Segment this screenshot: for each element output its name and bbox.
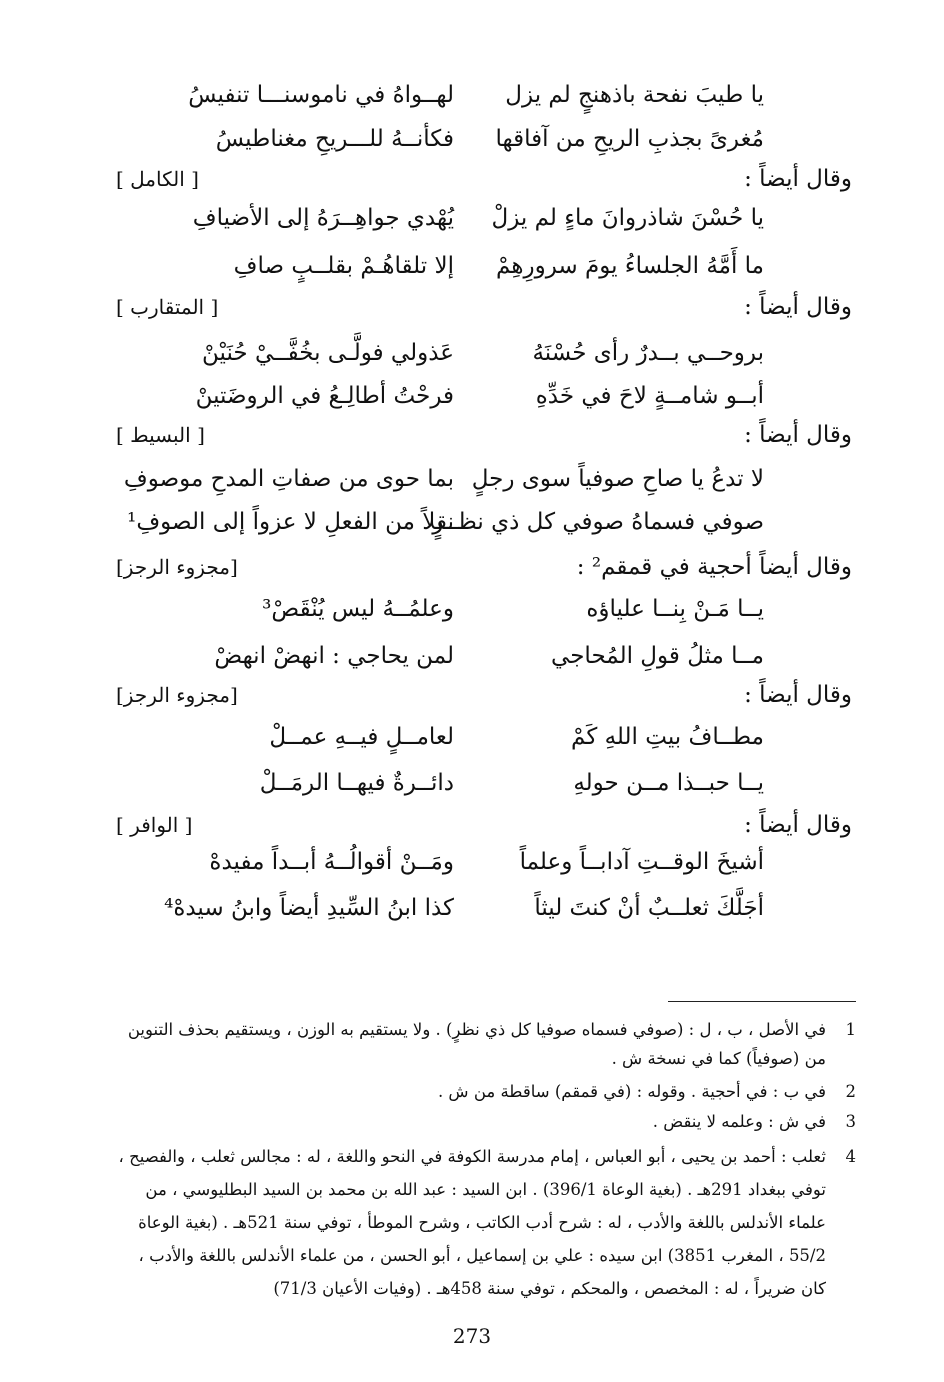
footnote-number: 2	[845, 1082, 856, 1101]
footnote-text: من (صوفياً) كما في نسخة ش .	[611, 1049, 826, 1068]
verse-hemistich: فكأنــهُ للـــريحِ مغناطيسُ	[215, 126, 454, 152]
verse-hemistich: لهــواهُ في ناموسنـــا تنفيسُ	[188, 82, 454, 108]
meter-label: [ الكامل ]	[116, 167, 199, 191]
verse-hemistich: ومَــنْ أقوالُــهُ أبــداً مفيدهْ	[209, 849, 454, 875]
verse-hemistich: يــا حبــذا مــن حولهِ	[573, 770, 764, 796]
meter-label: [مجزوء الرجز]	[116, 683, 238, 707]
footnote-text: توفي ببغداد 291هـ . (بغية الوعاة 396/1) . ابن السيد : عبد الله بن محمد بن السيد البطليوسي ، من	[145, 1180, 826, 1199]
meter-label: [ المتقارب ]	[116, 295, 219, 319]
poem-intro: وقال أيضاً :	[744, 166, 852, 192]
footnote-text: علماء الأندلس باللغة والأدب ، له : شرح أدب الكاتب ، وشرح الموطأ ، توفي سنة 521هـ . (بغية الوعاة	[138, 1213, 826, 1232]
verse-hemistich: إلا تلقاهُـمْ بقلــبٍ صافِ	[233, 253, 454, 279]
verse-hemistich: أجَلَّكَ ثعلــبٌ أنْ كنتَ ليثاً	[534, 895, 764, 921]
verse-hemistich: مــا مثلُ قولِ المُحاجي	[551, 643, 764, 669]
verse-hemistich: فرحْتُ أطالِـعُ في الروضَتينْ	[195, 383, 454, 409]
footnote-separator	[668, 1001, 856, 1002]
meter-label: [مجزوء الرجز]	[116, 555, 238, 579]
poem-intro: وقال أيضاً :	[744, 682, 852, 708]
verse-hemistich: يُهْدي جواهِــرَهُ إلى الأضيافِ	[192, 205, 454, 231]
verse-hemistich: أشيخَ الوقــتِ آدابــاً وعلماً	[519, 849, 764, 875]
footnote-number: 3	[845, 1112, 856, 1131]
verse-hemistich: بما حوى من صفاتِ المدحِ موصوفِ	[123, 466, 454, 492]
verse-hemistich: بروحــي بــدرٌ رأى حُسْنَهُ	[532, 340, 764, 366]
verse-hemistich: لا تدعُ يا صاحِ صوفياً سوى رجلٍ	[471, 466, 764, 492]
verse-hemistich: أبــو شامــةٍ لاحَ في خَدِّهِ	[535, 383, 764, 409]
footnote-text: كان ضريراً ، له : المخصص ، والمحكم ، توفي سنة 458هـ . (وفيات الأعيان 71/3)	[273, 1279, 826, 1298]
poem-intro: وقال أيضاً أحجية في قمقم² :	[576, 554, 852, 580]
verse-hemistich: لمن يحاجي : انهضْ انهضْ	[214, 643, 454, 669]
meter-label: [ الوافر ]	[116, 813, 193, 837]
footnote-text: في الأصل ، ب ، ل : (صوفي فسماه صوفيا كل ذي نظرٍ) . ولا يستقيم به الوزن ، ويستقيم بحذف التنوين	[127, 1020, 826, 1039]
verse-hemistich: ما أَمَّهُ الجلساءُ يومَ سرورِهِمْ	[496, 253, 764, 279]
verse-hemistich: عَذولي فولَّـى بخُفَّــيْ حُنَيْنْ	[202, 340, 454, 366]
meter-label: [ البسيط ]	[116, 423, 205, 447]
footnote-text: في ب : في أحجية . وقوله : (في قمقم) ساقطة من ش .	[437, 1082, 826, 1101]
verse-hemistich: لعامــلٍ فيــهِ عمــلْ	[269, 724, 454, 750]
verse-hemistich: مُغرىً بجذبِ الريحِ من آفاقها	[495, 126, 764, 152]
verse-hemistich: صوفي فسماهُ صوفي كل ذي نظــرٍ	[432, 509, 764, 535]
footnote-number: 1	[845, 1020, 856, 1039]
footnote-text: ثعلب : أحمد بن يحيى ، أبو العباس ، إمام مدرسة الكوفة في النحو واللغة ، له : مجالس ثعلب ، والفصيح ،	[118, 1147, 826, 1166]
poem-intro: وقال أيضاً :	[744, 812, 852, 838]
poem-intro: وقال أيضاً :	[744, 422, 852, 448]
footnote-text: في ش : وعلمه لا ينقض .	[652, 1112, 826, 1131]
verse-hemistich: يا حُسْنَ شاذروانَ ماءٍ لم يزلْ	[491, 205, 764, 231]
footnote-number: 4	[845, 1147, 856, 1166]
verse-hemistich: يا طيبَ نفحة باذهنجٍ لم يزل	[505, 82, 764, 108]
verse-hemistich: كذا ابنُ السِّيدِ أيضاً وابنُ سيدهْ⁴	[164, 895, 454, 921]
page-number: 273	[452, 1324, 492, 1348]
verse-hemistich: دائــرةٌ فيهــا الرمَــلْ	[259, 770, 454, 796]
verse-hemistich: نقلاً من الفعلِ لا عزواً إلى الصوفِ¹	[127, 509, 454, 535]
verse-hemistich: مطــافُ بيتِ اللهِ كَمْ	[571, 724, 764, 750]
verse-hemistich: وعلمُــهُ ليس يُنْقَصْ³	[262, 596, 454, 622]
poem-intro: وقال أيضاً :	[744, 294, 852, 320]
footnote-text: 55/2 ، المغرب 3851) ابن سيده : علي بن إسماعيل ، أبو الحسن ، من علماء الأندلس باللغة والأدب ،	[138, 1246, 826, 1265]
verse-hemistich: يــا مَـنْ بِنــا علياؤه	[586, 596, 764, 622]
